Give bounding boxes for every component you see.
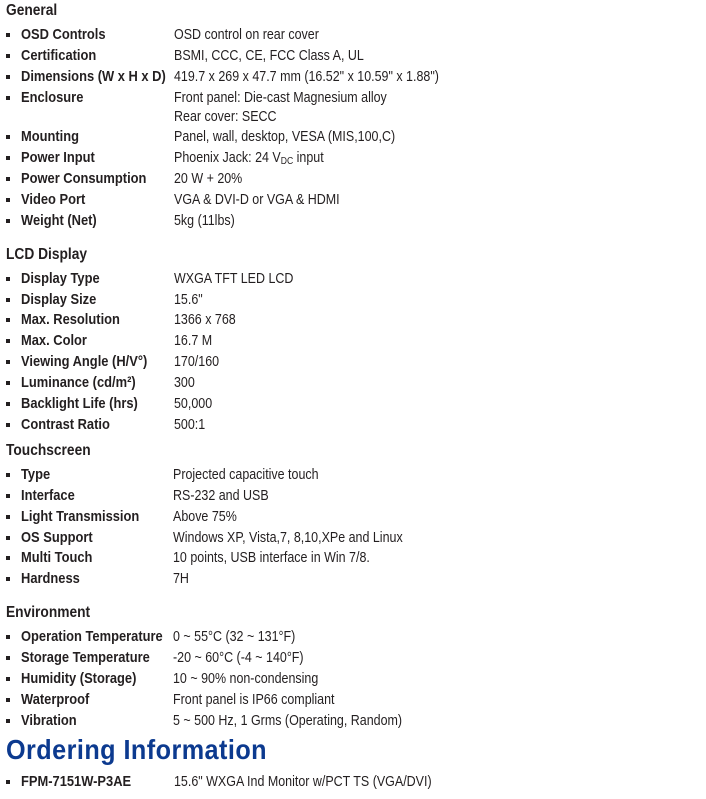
bullet-icon: [6, 318, 10, 322]
bullet-icon: [6, 135, 10, 139]
spec-label: Max. Color: [21, 332, 87, 349]
spec-value: 7H: [173, 571, 189, 587]
spec-row-weight: [6, 212, 706, 230]
bullet-icon: [6, 635, 10, 639]
spec-value: 1366 x 768: [174, 312, 236, 328]
spec-label: Luminance (cd/m²): [21, 374, 136, 391]
order-row-fpm-7151w-p3ae: [6, 773, 706, 791]
bullet-icon: [6, 402, 10, 406]
bullet-icon: [6, 156, 10, 160]
spec-row-multi-touch: [6, 549, 706, 567]
spec-label: OS Support: [21, 529, 93, 546]
bullet-icon: [6, 339, 10, 343]
spec-row-light-transmission: [6, 508, 706, 526]
bullet-icon: [6, 75, 10, 79]
spec-row-display-type: [6, 270, 706, 288]
spec-label: Enclosure: [21, 89, 84, 106]
bullet-icon: [6, 381, 10, 385]
spec-label: Contrast Ratio: [21, 416, 110, 433]
spec-value: OSD control on rear cover: [174, 27, 319, 43]
spec-row-power-input: [6, 149, 706, 167]
spec-label: Power Consumption: [21, 170, 147, 187]
spec-row-enclosure-cont: [6, 108, 706, 126]
spec-row-waterproof: [6, 691, 706, 709]
bullet-icon: [6, 780, 10, 784]
bullet-icon: [6, 515, 10, 519]
spec-value: 10 ~ 90% non-condensing: [173, 671, 319, 687]
spec-label: Waterproof: [21, 691, 90, 708]
spec-row-humidity: [6, 670, 706, 688]
bullet-icon: [6, 219, 10, 223]
spec-label: Operation Temperature: [21, 628, 163, 645]
spec-row-vibration: [6, 712, 706, 730]
spec-row-mounting: [6, 128, 706, 146]
bullet-icon: [6, 423, 10, 427]
bullet-icon: [6, 360, 10, 364]
bullet-icon: [6, 33, 10, 37]
spec-row-enclosure: [6, 89, 706, 107]
spec-row-type: [6, 466, 706, 484]
spec-value: 500:1: [174, 417, 206, 433]
spec-label: Max. Resolution: [21, 311, 120, 328]
spec-row-luminance: [6, 374, 706, 392]
power-input-text: Phoenix Jack: 24 V: [174, 150, 281, 166]
spec-label: Certification: [21, 47, 97, 64]
spec-value: BSMI, CCC, CE, FCC Class A, UL: [174, 48, 364, 64]
bullet-icon: [6, 577, 10, 581]
spec-value: Panel, wall, desktop, VESA (MIS,100,C): [174, 129, 396, 145]
spec-value: 0 ~ 55°C (32 ~ 131°F): [173, 629, 296, 645]
spec-label: Video Port: [21, 191, 86, 208]
spec-value: 5kg (11lbs): [174, 213, 235, 229]
spec-value: 50,000: [174, 396, 213, 412]
spec-row-max-resolution: [6, 311, 706, 329]
spec-value: VGA & DVI-D or VGA & HDMI: [174, 192, 340, 208]
spec-label: Storage Temperature: [21, 649, 150, 666]
part-description: 15.6" WXGA Ind Monitor w/PCT TS (VGA/DVI): [174, 774, 432, 790]
bullet-icon: [6, 54, 10, 58]
spec-row-interface: [6, 487, 706, 505]
spec-value: Above 75%: [173, 509, 237, 525]
spec-label: Type: [21, 466, 51, 483]
spec-value: RS-232 and USB: [173, 488, 269, 504]
spec-value: 5 ~ 500 Hz, 1 Grms (Operating, Random): [173, 713, 403, 729]
spec-row-viewing-angle: [6, 353, 706, 371]
spec-row-dimensions: [6, 68, 706, 86]
spec-label: Light Transmission: [21, 508, 140, 525]
bullet-icon: [6, 298, 10, 302]
spec-value: WXGA TFT LED LCD: [174, 271, 294, 287]
spec-value: Windows XP, Vista,7, 8,10,XPe and Linux: [173, 530, 403, 546]
bullet-icon: [6, 96, 10, 100]
spec-value: Front panel: Die-cast Magnesium alloy: [174, 90, 387, 106]
section-title-touchscreen: Touchscreen: [6, 442, 91, 459]
spec-value: Rear cover: SECC: [174, 109, 277, 125]
bullet-icon: [6, 719, 10, 723]
spec-label: OSD Controls: [21, 26, 106, 43]
section-title-lcd: LCD Display: [6, 246, 88, 263]
spec-label: Power Input: [21, 149, 95, 166]
spec-label: Hardness: [21, 570, 80, 587]
bullet-icon: [6, 494, 10, 498]
spec-label: Humidity (Storage): [21, 670, 137, 687]
spec-value: [174, 149, 324, 171]
spec-value: 15.6": [174, 292, 203, 308]
spec-label: Viewing Angle (H/V°): [21, 353, 148, 370]
spec-row-display-size: [6, 291, 706, 309]
spec-row-power-consumption: [6, 170, 706, 188]
spec-value: 419.7 x 269 x 47.7 mm (16.52" x 10.59" x 1.88"): [174, 69, 439, 85]
spec-label: Mounting: [21, 128, 80, 145]
spec-row-storage-temperature: [6, 649, 706, 667]
spec-row-backlight-life: [6, 395, 706, 413]
spec-value: Front panel is IP66 compliant: [173, 692, 335, 708]
part-number: FPM-7151W-P3AE: [21, 773, 132, 790]
spec-value: 170/160: [174, 354, 220, 370]
section-title-general: General: [6, 2, 58, 19]
spec-row-video-port: [6, 191, 706, 209]
spec-value: 10 points, USB interface in Win 7/8.: [173, 550, 370, 566]
spec-value: 300: [174, 375, 195, 391]
power-input-subscript: DC: [280, 156, 294, 167]
spec-label: Interface: [21, 487, 75, 504]
power-input-suffix: input: [293, 150, 324, 166]
spec-row-os-support: [6, 529, 706, 547]
bullet-icon: [6, 677, 10, 681]
bullet-icon: [6, 177, 10, 181]
bullet-icon: [6, 698, 10, 702]
bullet-icon: [6, 656, 10, 660]
spec-value: 16.7 M: [174, 333, 213, 349]
spec-row-certification: [6, 47, 706, 65]
spec-row-max-color: [6, 332, 706, 350]
spec-label: Backlight Life (hrs): [21, 395, 138, 412]
spec-label: Multi Touch: [21, 549, 93, 566]
spec-row-hardness: [6, 570, 706, 588]
spec-label: Dimensions (W x H x D): [21, 68, 166, 85]
spec-label: Vibration: [21, 712, 77, 729]
spec-value: 20 W + 20%: [174, 171, 243, 187]
spec-row-contrast-ratio: [6, 416, 706, 434]
section-title-ordering: Ordering Information: [6, 734, 267, 765]
bullet-icon: [6, 277, 10, 281]
spec-label: Display Type: [21, 270, 100, 287]
bullet-icon: [6, 536, 10, 540]
section-title-environment: Environment: [6, 604, 91, 621]
spec-label: Weight (Net): [21, 212, 97, 229]
spec-row-osd-controls: [6, 26, 706, 44]
bullet-icon: [6, 198, 10, 202]
spec-label: Display Size: [21, 291, 97, 308]
spec-value: -20 ~ 60°C (-4 ~ 140°F): [173, 650, 304, 666]
bullet-icon: [6, 473, 10, 477]
bullet-icon: [6, 556, 10, 560]
spec-value: Projected capacitive touch: [173, 467, 319, 483]
spec-row-operation-temperature: [6, 628, 706, 646]
